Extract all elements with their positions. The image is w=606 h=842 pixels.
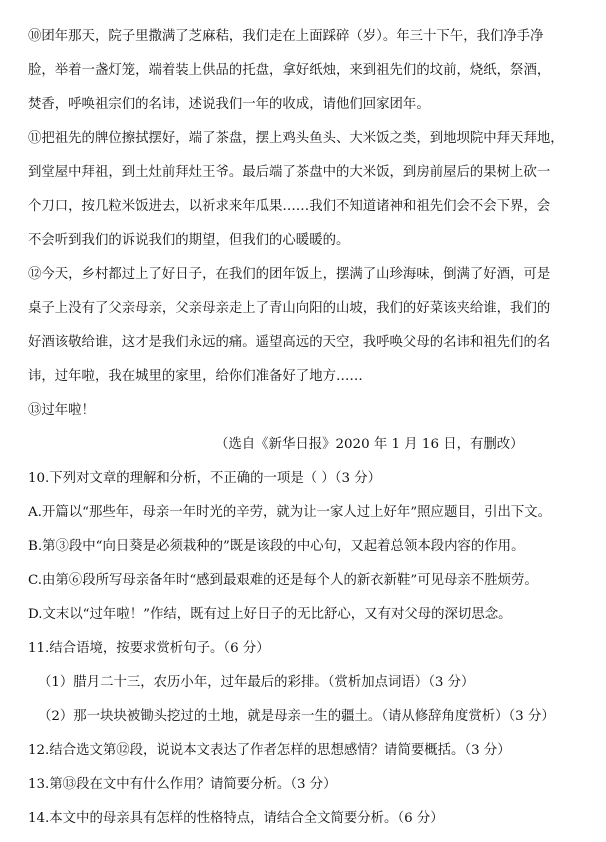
paragraph-11-line-4: 不会听到我们的诉说我们的期望，但我们的心暖暖的。 bbox=[28, 233, 350, 248]
paragraph-11-line-1: ⑪把祖先的牌位擦拭摆好，端了茶盘，摆上鸡头鱼头、大米饭之类，到地坝院中拜天拜地， bbox=[28, 131, 564, 146]
paragraph-13: ⑬过年啦！ bbox=[28, 403, 95, 418]
question-14: 14.本文中的母亲具有怎样的性格特点，请结合全文简要分析。（6 分） bbox=[28, 811, 444, 826]
question-11-sub-2: （2）那一块块被锄头挖过的土地，就是母亲一生的疆土。（请从修辞角度赏析）（3 分） bbox=[38, 709, 555, 724]
source-citation: （选自《新华日报》2020 年 1 月 16 日，有删改） bbox=[215, 437, 524, 452]
paragraph-12-line-2: 桌子上没有了父亲母亲，父亲母亲走上了青山向阳的山坡，我们的好菜该夹给谁，我们的 bbox=[28, 301, 551, 316]
paragraph-10-line-1: ⑩团年那天，院子里撒满了芝麻秸，我们走在上面踩碎（岁）。年三十下午，我们净手净 bbox=[28, 29, 544, 44]
paragraph-10-line-2: 脸，举着一盏灯笼，端着装上供品的托盘，拿好纸烛，来到祖先们的坟前，烧纸，祭酒， bbox=[28, 63, 551, 78]
paragraph-10-line-3: 焚香，呼唤祖宗们的名讳，述说我们一年的收成，请他们回家团年。 bbox=[28, 97, 430, 112]
question-10-option-d: D.文末以“过年啦！”作结，既有过上好日子的无比舒心，又有对父母的深切思念。 bbox=[28, 607, 512, 622]
question-10-stem: 10.下列对文章的理解和分析，不正确的一项是（ ）（3 分） bbox=[28, 471, 382, 486]
question-12: 12.结合选文第⑫段，说说本文表达了作者怎样的思想感情？请简要概括。（3 分） bbox=[28, 743, 511, 758]
question-10-option-c: C.由第⑥段所写母亲备年时“感到最艰难的还是每个人的新衣新鞋”可见母亲不胜烦劳。 bbox=[28, 573, 538, 588]
emphasized-char-1: 彩 bbox=[288, 673, 301, 693]
paragraph-12-line-3: 好酒该敬给谁，这才是我们永远的痛。遥望高远的天空，我呼唤父母的名讳和祖先们的名 bbox=[28, 335, 551, 350]
question-11-sub-1-after: 。（赏析加点词语）（3 分） bbox=[314, 675, 475, 690]
question-11-sub-1 bbox=[38, 673, 598, 693]
paragraph-12-line-4: 讳，过年啦，我在城里的家里，给你们准备好了地方…… bbox=[28, 369, 363, 384]
question-13: 13.第⑬段在文中有什么作用？请简要分析。（3 分） bbox=[28, 777, 337, 792]
question-11-sub-1-before: （1）腊月二十三，农历小年，过年最后的 bbox=[38, 675, 288, 690]
paragraph-11-line-3: 个刀口，按几粒米饭进去，以祈求来年瓜果……我们不知道诸神和祖先们会不会下界，会 bbox=[28, 199, 551, 214]
paragraph-12-line-1: ⑫今天，乡村都过上了好日子，在我们的团年饭上，摆满了山珍海味，倒满了好酒，可是 bbox=[28, 267, 551, 282]
question-10-option-b: B.第③段中“向日葵是必须栽种的”既是该段的中心句，又起着总领本段内容的作用。 bbox=[28, 539, 525, 554]
paragraph-11-line-2: 到堂屋中拜祖，到土灶前拜灶王爷。最后端了茶盘中的大米饭，到房前屋后的果树上砍一 bbox=[28, 165, 551, 180]
emphasized-char-2: 排 bbox=[301, 673, 314, 693]
question-10-option-a: A.开篇以“那些年，母亲一年时光的辛劳，就为让一家人过上好年”照应题目，引出下文。 bbox=[28, 505, 552, 520]
question-11-stem: 11.结合语境，按要求赏析句子。（6 分） bbox=[28, 641, 270, 656]
